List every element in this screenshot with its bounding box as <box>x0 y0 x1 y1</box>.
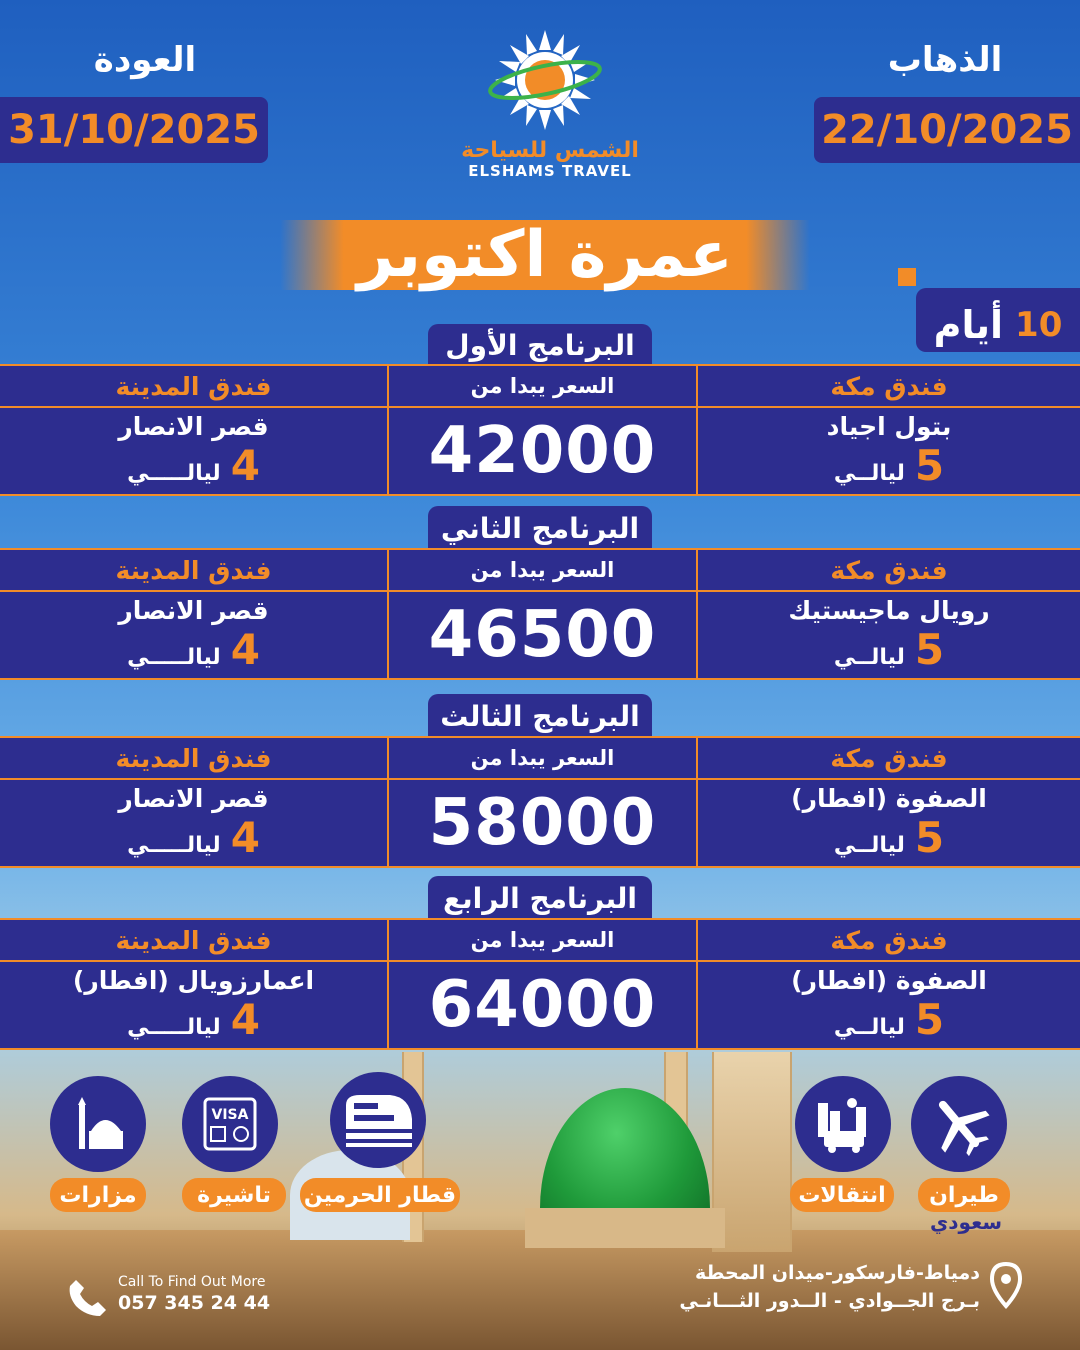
brand-name-ar: الشمس للسياحة <box>461 138 639 163</box>
program-4-makkah-header: فندق مكة <box>830 925 948 955</box>
program-1-makkah-nights: 5 <box>914 441 945 490</box>
program-1-madinah-hotel: قصر الانصار <box>118 412 269 441</box>
program-3-madinah-nights: 4 <box>230 813 260 862</box>
program-4-price: 64000 <box>428 968 657 1042</box>
city-bus-icon <box>808 1089 878 1159</box>
program-1-makkah-hotel: بتول اجياد <box>826 412 952 441</box>
program-1-makkah-header: فندق مكة <box>830 371 948 401</box>
program-4-header-row <box>0 918 1080 962</box>
phone-number[interactable]: 057 345 24 44 <box>118 1292 271 1314</box>
program-4-madinah-hotel: اعمارزويال (افطار) <box>72 966 315 995</box>
program-3-value-row <box>0 778 1080 868</box>
program-2-makkah-nights: 5 <box>914 625 945 674</box>
address-line-1: دمياط-فارسكور-ميدان المحطة <box>695 1262 980 1284</box>
program-3-makkah-hotel: الصفوة (افطار) <box>791 784 987 813</box>
call-label: Call To Find Out More <box>118 1274 266 1290</box>
duration-badge <box>916 288 1080 352</box>
depart-date: 22/10/2025 <box>814 97 1080 163</box>
program-3-makkah-header: فندق مكة <box>830 743 948 773</box>
depart-label: الذهاب <box>887 40 1003 80</box>
accent-square <box>898 268 916 286</box>
program-3-madinah-header: فندق المدينة <box>115 743 272 773</box>
program-2-makkah-hotel: رويال ماجيستيك <box>788 596 990 625</box>
program-2-price-header: السعر يبدا من <box>470 558 615 582</box>
address-line-2: بـرج الجــوادي - الــدور الثـــانـي <box>679 1290 980 1312</box>
program-2-makkah-nights-word: ليالــي <box>833 645 905 670</box>
program-1-price-header: السعر يبدا من <box>470 374 615 398</box>
transfers-label: انتقالات <box>790 1178 894 1212</box>
program-3-madinah-hotel: قصر الانصار <box>118 784 269 813</box>
program-1-value-row <box>0 406 1080 496</box>
program-2-madinah-nights: 4 <box>230 625 260 674</box>
program-1-madinah-header: فندق المدينة <box>115 371 272 401</box>
program-4-price-header: السعر يبدا من <box>470 928 615 952</box>
page-title: عمرة اكتوبر <box>357 218 733 292</box>
return-label: العودة <box>93 40 197 80</box>
program-4-makkah-nights-word: ليالــي <box>833 1015 905 1040</box>
program-2-price: 46500 <box>428 598 657 672</box>
visa-icon-text: VISA <box>211 1107 249 1123</box>
flight-service <box>911 1076 1007 1172</box>
airplane-icon <box>924 1089 994 1159</box>
flight-sub-label: سعودي <box>929 1210 1003 1234</box>
program-4-madinah-nights: 4 <box>230 995 260 1044</box>
program-2-title: البرنامج الثاني <box>428 506 652 550</box>
program-3-makkah-nights: 5 <box>914 813 945 862</box>
program-4-makkah-nights: 5 <box>914 995 945 1044</box>
program-1-makkah-nights-word: ليالــي <box>833 461 905 486</box>
location-pin-icon <box>988 1262 1024 1310</box>
program-1-header-row <box>0 364 1080 408</box>
visits-service <box>50 1076 146 1172</box>
duration-number: 10 <box>1015 305 1063 345</box>
brand-logo <box>485 28 605 138</box>
program-3-makkah-nights-word: ليالــي <box>833 833 905 858</box>
visa-card-icon <box>197 1091 263 1157</box>
program-2-value-row <box>0 590 1080 680</box>
program-2-madinah-nights-word: ليالـــــي <box>127 645 221 670</box>
program-1-madinah-nights-word: ليالـــــي <box>127 461 221 486</box>
return-date: 31/10/2025 <box>0 97 268 163</box>
phone-icon <box>66 1276 110 1320</box>
program-3-madinah-nights-word: ليالـــــي <box>127 833 221 858</box>
program-4-title: البرنامج الرابع <box>428 876 652 920</box>
visa-service <box>182 1076 278 1172</box>
mosque-icon <box>65 1091 131 1157</box>
program-2-makkah-header: فندق مكة <box>830 555 948 585</box>
dome-base <box>525 1208 725 1248</box>
program-1-price: 42000 <box>428 414 657 488</box>
program-3-header-row <box>0 736 1080 780</box>
program-4-madinah-nights-word: ليالـــــي <box>127 1015 221 1040</box>
duration-word: أيام <box>933 303 1004 347</box>
brand-name-en: ELSHAMS TRAVEL <box>468 162 632 180</box>
visits-label: مزارات <box>50 1178 146 1212</box>
visa-label: تاشيرة <box>182 1178 286 1212</box>
program-2-madinah-hotel: قصر الانصار <box>118 596 269 625</box>
transfers-service <box>795 1076 891 1172</box>
program-4-madinah-header: فندق المدينة <box>115 925 272 955</box>
train-service <box>330 1072 426 1168</box>
train-icon <box>340 1085 416 1155</box>
program-2-madinah-header: فندق المدينة <box>115 555 272 585</box>
program-3-title: البرنامج الثالث <box>428 694 652 738</box>
title-band <box>280 220 810 290</box>
program-1-title: البرنامج الأول <box>428 324 652 366</box>
program-3-price-header: السعر يبدا من <box>470 746 615 770</box>
program-3-price: 58000 <box>428 786 657 860</box>
flight-label: طيران <box>918 1178 1010 1212</box>
sun-icon <box>485 28 605 138</box>
program-4-makkah-hotel: الصفوة (افطار) <box>791 966 987 995</box>
program-4-value-row <box>0 960 1080 1050</box>
train-label: قطار الحرمين <box>300 1178 460 1212</box>
program-1-madinah-nights: 4 <box>230 441 260 490</box>
program-2-header-row <box>0 548 1080 592</box>
